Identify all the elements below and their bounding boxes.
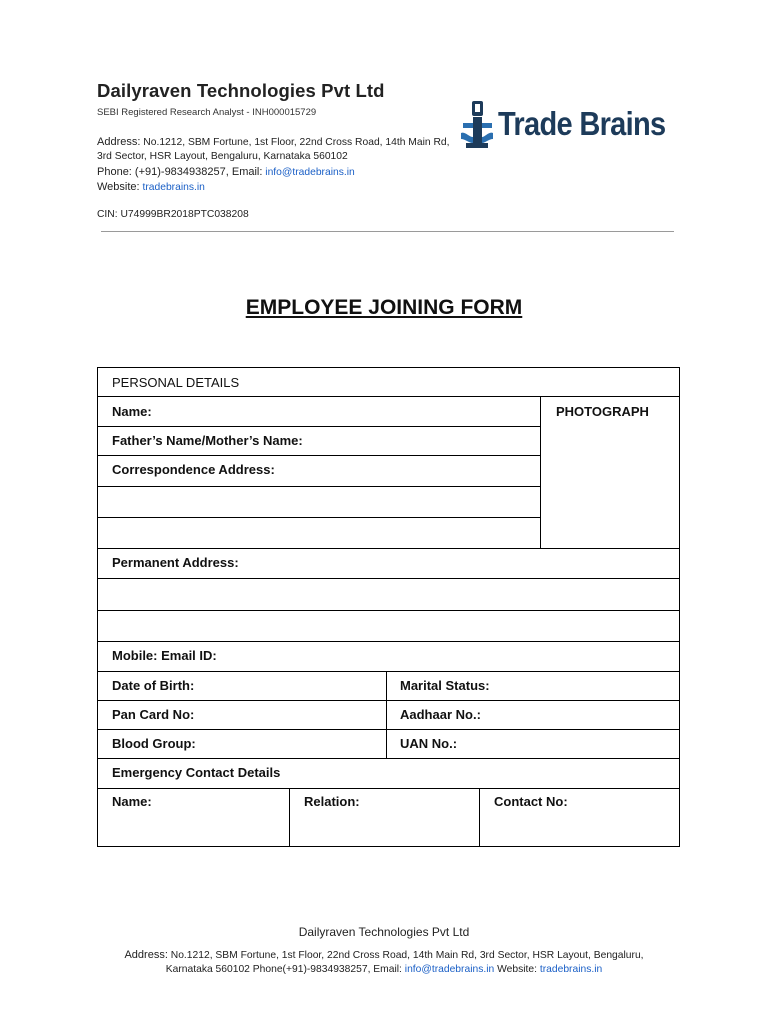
footer-website-link[interactable]: tradebrains.in: [539, 964, 603, 975]
uan-label: UAN No.:: [400, 736, 458, 751]
mobile-email-label: Mobile: Email ID:: [112, 648, 217, 663]
sebi-registration: SEBI Registered Research Analyst - INH000015729: [97, 107, 317, 118]
footer-email-link[interactable]: info@tradebrains.in: [404, 964, 495, 975]
address-line-2: 3rd Sector, HSR Layout, Bengaluru, Karnataka 560102: [97, 151, 348, 162]
footer-address-text: No.1212, SBM Fortune, 1st Floor, 22nd Cross Road, 14th Main Rd, 3rd Sector, HSR Layout, Bengaluru,: [170, 950, 644, 961]
phone-text: Phone: (+91)-9834938257, Email:: [97, 166, 263, 178]
cin-number: CIN: U74999BR2018PTC038208: [97, 209, 249, 220]
footer-company-name: Dailyraven Technologies Pvt Ltd: [298, 925, 470, 939]
photograph-box: PHOTOGRAPH: [556, 404, 649, 419]
contact-number-label: Contact No:: [494, 794, 568, 809]
correspondence-address-label: Correspondence Address:: [112, 462, 275, 477]
address-label: Address:: [97, 136, 141, 148]
blood-group-label: Blood Group:: [112, 736, 196, 751]
footer-contact-text: Karnataka 560102 Phone(+91)-9834938257, Email:: [165, 964, 402, 975]
footer-website-label: Website:: [497, 964, 537, 975]
website-line: [97, 181, 205, 193]
joining-form-table: [97, 367, 680, 847]
date-of-birth-label: Date of Birth:: [112, 678, 195, 693]
personal-details-heading: PERSONAL DETAILS: [112, 375, 240, 390]
trade-brains-logo: [459, 99, 681, 153]
pan-card-label: Pan Card No:: [112, 707, 195, 722]
address-text-1: No.1212, SBM Fortune, 1st Floor, 22nd Cross Road, 14th Main Rd,: [143, 137, 450, 148]
form-title: EMPLOYEE JOINING FORM: [245, 296, 523, 319]
website-link[interactable]: tradebrains.in: [142, 182, 205, 193]
website-label: Website:: [97, 181, 140, 193]
aadhaar-label: Aadhaar No.:: [400, 707, 481, 722]
permanent-address-label: Permanent Address:: [112, 555, 239, 570]
relation-label: Relation:: [304, 794, 360, 809]
footer-address-line-2: [0, 964, 768, 975]
parent-name-label: Father’s Name/Mother’s Name:: [112, 433, 303, 448]
address-line-1: [97, 136, 450, 148]
company-name: Dailyraven Technologies Pvt Ltd: [97, 80, 385, 101]
emergency-contact-heading: Emergency Contact Details: [112, 765, 281, 780]
trade-brains-logo-icon: [459, 99, 495, 153]
emergency-name-label: Name:: [112, 794, 152, 809]
email-link[interactable]: info@tradebrains.in: [265, 167, 355, 178]
footer-address-line-1: [0, 949, 768, 961]
header-divider: [101, 231, 674, 232]
footer-address-label: Address:: [124, 949, 168, 961]
phone-email-line: [97, 166, 355, 178]
marital-status-label: Marital Status:: [400, 678, 490, 693]
logo-text: Trade Brains: [498, 105, 666, 142]
name-label: Name:: [112, 404, 152, 419]
